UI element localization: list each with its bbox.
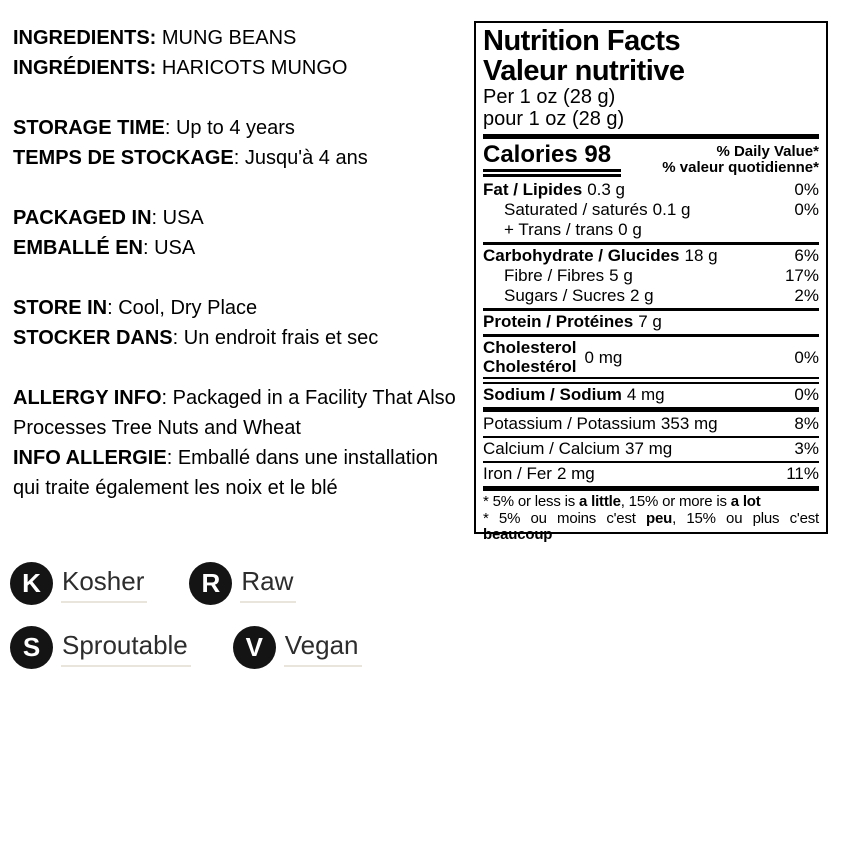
nutrient-row-cholesterol — [483, 338, 819, 376]
separator — [483, 461, 819, 463]
info-line — [13, 53, 469, 83]
info-line — [13, 293, 469, 323]
calories-row — [483, 142, 819, 177]
info-line — [13, 23, 469, 53]
nutrient-row-saturated — [483, 200, 819, 220]
nutrient-row-sodium — [483, 385, 819, 405]
info-line — [13, 323, 469, 353]
info-line — [13, 143, 469, 173]
info-label: STORE IN — [13, 297, 108, 319]
footnote-text: * 5% or less is — [483, 493, 579, 510]
badge-raw — [189, 562, 296, 605]
cholesterol-name-fr: Cholestérol — [483, 357, 577, 376]
sproutable-icon: S — [10, 626, 53, 669]
badge-kosher — [10, 562, 147, 605]
store-in-section — [13, 293, 469, 353]
nutrient-amount: 18 g — [684, 246, 718, 265]
nutrient-name: Sugars / Sucres — [504, 286, 625, 305]
nutrient-row-calcium — [483, 439, 819, 459]
nutrient-amount: 0 mg — [584, 347, 623, 367]
badge-label: Kosher — [61, 565, 147, 603]
nutrient-amount: 7 g — [638, 312, 662, 331]
nutrient-row-sugars — [483, 286, 819, 306]
separator — [483, 308, 819, 311]
nutrient-name: Protein / Protéines — [483, 312, 634, 331]
info-value: : Packaged in a Facility That Also Processes Tree Nuts and Wheat — [13, 387, 456, 439]
raw-icon: R — [189, 562, 232, 605]
kosher-icon: K — [10, 562, 53, 605]
info-value: : Jusqu'à 4 ans — [233, 147, 368, 169]
serving-size-fr: pour 1 oz (28 g) — [483, 108, 625, 130]
nutrient-amount: 0.1 g — [652, 200, 691, 219]
nutrient-dv: 6% — [794, 246, 819, 265]
nutrient-name: Potassium / Potassium — [483, 414, 656, 433]
info-label: INFO ALLERGIE — [13, 447, 167, 469]
nutrient-amount: 4 mg — [626, 385, 665, 404]
info-line — [13, 383, 469, 443]
nutrient-amount: 0.3 g — [587, 180, 625, 199]
nutrient-name: Fibre / Fibres — [504, 266, 605, 285]
storage-time-section — [13, 113, 469, 173]
daily-value-header-fr: % valeur quotidienne* — [662, 159, 819, 176]
separator — [483, 242, 819, 245]
info-value: : Un endroit frais et sec — [172, 327, 379, 349]
footnote-text: peu — [646, 509, 673, 527]
info-line — [13, 443, 469, 503]
separator — [483, 407, 819, 412]
badge-vegan — [233, 626, 362, 669]
vegan-icon: V — [233, 626, 276, 669]
nutrient-row-iron — [483, 464, 819, 484]
calories-label: Calories — [483, 141, 578, 168]
footnote-text: beaucoup — [483, 526, 553, 543]
info-label: STORAGE TIME — [13, 117, 165, 139]
nutrient-dv: 8% — [794, 414, 819, 433]
nutrient-row-potassium — [483, 414, 819, 434]
nutrient-name: Saturated / saturés — [504, 200, 648, 219]
nutrient-dv: 2% — [794, 286, 819, 305]
serving-size-en: Per 1 oz (28 g) — [483, 86, 616, 108]
nutrition-title-en: Nutrition Facts — [483, 25, 681, 57]
calories — [483, 142, 621, 177]
info-label: PACKAGED IN — [13, 207, 152, 229]
certification-badges — [10, 562, 362, 690]
nutrient-amount: 37 mg — [624, 439, 673, 458]
footnote-text: * 5% ou moins c'est — [483, 509, 647, 527]
nutrient-name: + Trans / trans — [504, 220, 614, 239]
footnote-text: , 15% ou plus c'est — [672, 509, 819, 527]
footnote-text: a little — [579, 493, 621, 510]
info-label: INGREDIENTS: — [13, 27, 157, 49]
product-info-panel — [13, 23, 469, 533]
nutrient-name: Calcium / Calcium — [483, 439, 620, 458]
cholesterol-name-en: Cholesterol — [483, 338, 577, 357]
info-value: : USA — [151, 207, 204, 229]
nutrient-dv: 0% — [794, 385, 819, 404]
separator — [483, 436, 819, 438]
info-value: : Emballé dans une installation qui traite également les noix et le blé — [13, 447, 438, 499]
ingredients-section — [13, 23, 469, 83]
info-label: TEMPS DE STOCKAGE — [13, 147, 234, 169]
nutrient-dv: 0% — [794, 180, 819, 199]
info-line — [13, 113, 469, 143]
nutrient-row-fat — [483, 180, 819, 200]
badge-label: Sproutable — [61, 629, 191, 667]
info-value: : USA — [143, 237, 196, 259]
nutrient-row-carbohydrate — [483, 246, 819, 266]
badge-row — [10, 626, 362, 669]
nutrient-name: Iron / Fer — [483, 464, 552, 483]
nutrient-dv: 17% — [784, 266, 819, 285]
info-label: EMBALLÉ EN — [13, 237, 143, 259]
nutrient-row-protein — [483, 312, 819, 332]
separator — [483, 486, 819, 491]
info-line — [13, 203, 469, 233]
packaged-in-section — [13, 203, 469, 263]
info-value: MUNG BEANS — [156, 27, 297, 49]
info-label: STOCKER DANS — [13, 327, 173, 349]
nutrient-dv: 3% — [794, 439, 819, 458]
separator — [483, 334, 819, 337]
info-value: HARICOTS MUNGO — [156, 57, 348, 79]
footnote-fr — [483, 511, 819, 544]
nutrient-name — [483, 338, 577, 376]
nutrient-dv: 11% — [786, 464, 819, 483]
nutrient-dv: 0% — [794, 200, 819, 219]
nutrient-amount: 0 g — [618, 220, 642, 239]
separator — [483, 134, 819, 139]
info-label: INGRÉDIENTS: — [13, 57, 157, 79]
nutrient-amount: 353 mg — [660, 414, 718, 433]
badge-label: Raw — [240, 565, 296, 603]
badge-label: Vegan — [284, 629, 362, 667]
nutrient-name: Sodium / Sodium — [483, 385, 622, 404]
info-value: : Cool, Dry Place — [107, 297, 258, 319]
calories-value: 98 — [584, 141, 612, 168]
nutrient-amount: 2 g — [629, 286, 654, 305]
info-line — [13, 233, 469, 263]
daily-value-header — [662, 142, 819, 176]
nutrient-amount: 5 g — [609, 266, 633, 285]
nutrition-title-fr: Valeur nutritive — [483, 55, 685, 87]
allergy-info-section — [13, 383, 469, 503]
info-value: : Up to 4 years — [164, 117, 295, 139]
nutrient-dv: 0% — [794, 347, 819, 367]
nutrient-name: Fat / Lipides — [483, 180, 583, 199]
footnote-text: , 15% or more is — [620, 493, 731, 510]
footnote-text: a lot — [730, 493, 761, 510]
nutrition-facts-panel — [474, 21, 828, 543]
footnote — [483, 494, 819, 544]
daily-value-header-en: % Daily Value* — [716, 143, 819, 160]
nutrient-row-fibre — [483, 266, 819, 286]
nutrient-amount: 2 mg — [556, 464, 595, 483]
footnote-en — [483, 494, 819, 511]
badge-sproutable — [10, 626, 191, 669]
badge-row — [10, 562, 362, 605]
separator — [483, 377, 819, 384]
info-label: ALLERGY INFO — [13, 387, 162, 409]
nutrient-row-trans — [483, 220, 819, 240]
nutrient-name: Carbohydrate / Glucides — [483, 246, 680, 265]
